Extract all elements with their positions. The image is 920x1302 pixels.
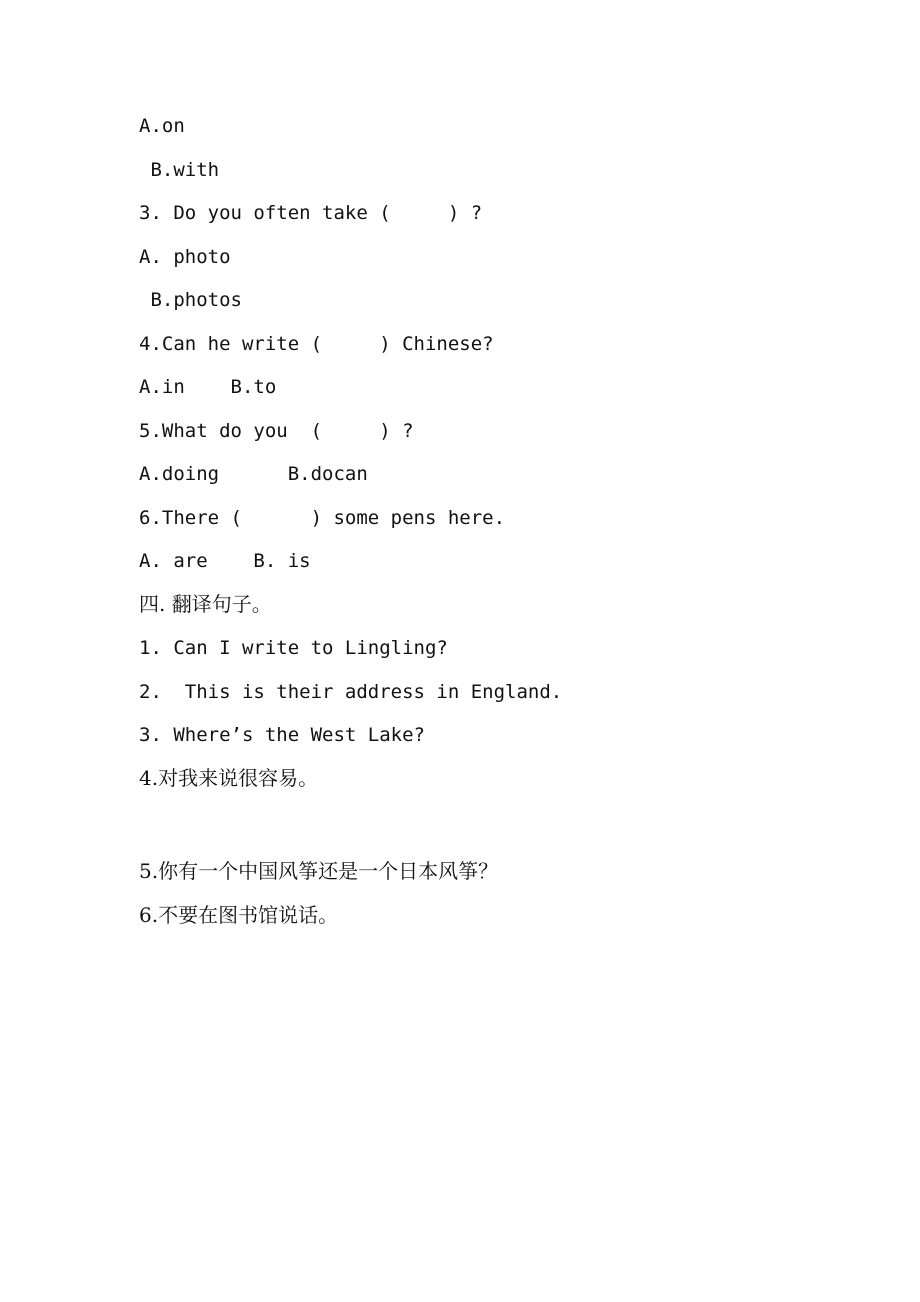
options-q4: A.in B.to — [139, 376, 277, 398]
option-b-with: B.with — [139, 159, 220, 181]
option-a-photo: A. photo — [139, 246, 231, 268]
section-heading-translate: 四. 翻译句子。 — [139, 592, 272, 616]
translate-item-6: 6.不要在图书馆说话。 — [139, 903, 339, 927]
question-6: 6.There ( ) some pens here. — [139, 507, 506, 529]
option-a-on: A.on — [139, 115, 185, 137]
option-b-photos: B.photos — [139, 289, 242, 311]
options-q6: A. are B. is — [139, 550, 311, 572]
options-q5: A.doing B.docan — [139, 463, 368, 485]
translate-item-3: 3. Where’s the West Lake? — [139, 724, 425, 746]
question-3: 3. Do you often take ( ) ? — [139, 202, 483, 224]
question-4: 4.Can he write ( ) Chinese? — [139, 333, 494, 355]
translate-item-1: 1. Can I write to Lingling? — [139, 637, 448, 659]
translate-item-5: 5.你有一个中国风筝还是一个日本风筝？ — [139, 859, 499, 883]
question-5: 5.What do you ( ) ? — [139, 420, 414, 442]
translate-item-4: 4.对我来说很容易。 — [139, 766, 319, 790]
translate-item-2: 2. This is their address in England. — [139, 681, 563, 703]
